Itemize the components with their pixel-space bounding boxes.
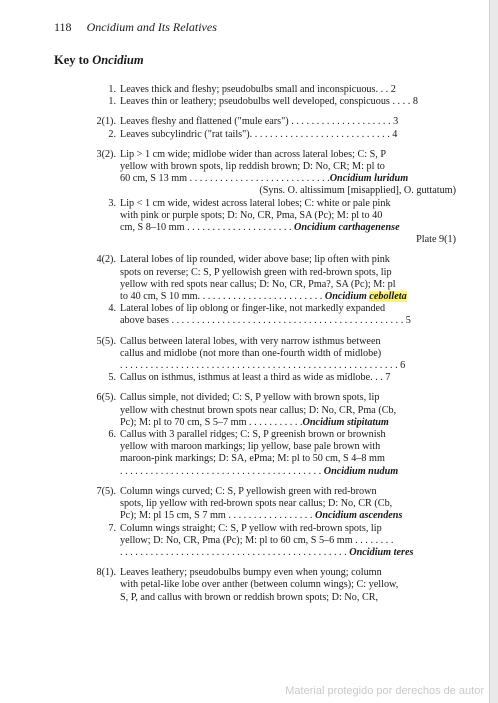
key-entry-7b [84,523,456,560]
couplet-line: yellow with maroon markings; lip yellow, base pale brown with [120,441,381,453]
section-title-prefix: Key to [54,53,93,67]
couplet-line: . . . . . . . . . . . . . . . . . . . . . . . . . . . . . . . . . . . . . . . . . . . . . Oncidium teres [120,546,414,558]
couplet-line: yellow; D: No, CR, Pma (Pc); M: pl to 60 cm, S 5–6 mm . . . . . . . . [120,534,394,546]
couplet-number: 6. [108,429,116,441]
key-entry-2b [84,129,456,141]
viewer-scroll-edge[interactable] [489,0,498,703]
couplet-number: 4. [108,303,116,315]
couplet-line: Column wings curved; C: S, P yellowish green with red-brown [120,485,377,497]
identification-key [84,84,456,604]
couplet-line: maroon-pink markings; D: SA, ePma; M: pl to 50 cm, S 4–8 mm [120,453,385,465]
key-entry-4b [84,303,456,327]
key-entry-3b [84,198,456,247]
couplet-line: yellow with brown spots, lip reddish brown; D: No, CR; M: pl to [120,161,385,173]
page-number: 118 [54,20,72,34]
couplet-line: Lip > 1 cm wide; midlobe wider than across lateral lobes; C: S, P [120,148,387,160]
key-entry-1b [84,96,456,108]
section-title-genus: Oncidium [92,53,144,67]
couplet-number: 7. [108,522,116,534]
couplet-number: 1. [108,96,116,108]
synonyms: (Syns. O. altissimum [misapplied], O. guttatum) [259,185,456,197]
species-name: Oncidium [324,291,367,303]
couplet-number: 1. [108,84,116,95]
couplet-line: Lateral lobes of lip oblong or finger-like, not markedly expanded [120,303,386,315]
couplet-number: 3. [108,197,116,209]
couplet-number: 2. [108,128,116,140]
couplet-number: 8(1). [96,567,116,579]
running-header [54,20,217,35]
species-name: Oncidium teres [349,546,414,558]
couplet-number: 4(2). [96,254,116,266]
section-title [54,53,144,68]
couplet-text: Callus on isthmus, isthmus at least a third as wide as midlobe. . . 7 [120,372,391,384]
couplet-number: 3(2). [96,148,116,160]
species-name: Oncidium luridum [329,173,409,185]
couplet-line: S, P, and callus with brown or reddish brown spots; D: No, CR, [120,591,379,603]
couplet-number: 2(1). [96,116,116,128]
couplet-text: Leaves thin or leathery; pseudobulbs well developed, conspicuous . . . . 8 [120,96,418,108]
species-name: Oncidium nudum [323,465,399,477]
key-entry-4 [84,254,456,303]
couplet-number: 5(5). [96,335,116,347]
couplet-text: Leaves fleshy and flattened ("mule ears") . . . . . . . . . . . . . . . . . . . . 3 [120,116,399,128]
couplet-line: Callus between lateral lobes, with very narrow isthmus between [120,335,381,347]
couplet-line: . . . . . . . . . . . . . . . . . . . . . . . . . . . . . . . . . . . . . . . . . . . . . . . . . . . . . . . 6 [120,360,406,372]
couplet-line: cm, S 8–10 mm . . . . . . . . . . . . . . . . . . . . . Oncidium carthagenense [120,222,400,234]
species-name: Oncidium ascendens [314,510,403,522]
couplet-line: Pc); M: pl 15 cm, S 7 mm . . . . . . . . . . . . . . . . . Oncidium ascendens [120,510,403,522]
key-entry-5b [84,372,456,384]
couplet-line: . . . . . . . . . . . . . . . . . . . . . . . . . . . . . . . . . . . . . . . . Oncidium nudum [120,465,399,477]
couplet-line: Leaves leathery; pseudobulbs bumpy even when young; column [120,567,382,579]
couplet-line: yellow with red spots near callus; D: No, CR, Pma?, SA (Pc); M: pl [120,278,396,290]
key-entry-3 [84,149,456,198]
couplet-number: 5. [108,372,116,384]
highlighted-epithet: cebolleta [369,291,407,303]
species-name: Oncidium carthagenense [294,222,400,234]
couplet-line: to 40 cm, S 10 mm. . . . . . . . . . . . . . . . . . . . . . . . . Oncidium cebolleta [120,291,407,303]
key-entry-2 [84,116,456,128]
couplet-line: Lip < 1 cm wide, widest across lateral lobes; C: white or pale pink [120,197,391,209]
couplet-line: yellow with chestnut brown spots near callus; D: No, CR, Pma (Cb, [120,404,397,416]
couplet-line: 60 cm, S 13 mm . . . . . . . . . . . . . . . . . . . . . . . . . . . .Oncidium luridum [120,173,409,185]
couplet-line: Column wings straight; C: S, P yellow with red-brown spots, lip [120,522,382,534]
species-name: Oncidium stipitatum [302,416,389,428]
couplet-line: Lateral lobes of lip rounded, wider above base; lip often with pink [120,254,390,266]
running-title: Oncidium and Its Relatives [86,20,217,34]
couplet-line: Pc); M: pl to 70 cm, S 5–7 mm . . . . . . . . . . .Oncidium stipitatum [120,416,389,428]
couplet-line: spots, lip yellow with red-brown spots near callus; D: No, CR (Cb, [120,498,393,510]
key-entry-5 [84,336,456,373]
couplet-line: above bases . . . . . . . . . . . . . . . . . . . . . . . . . . . . . . . . . . . . . . . . . . . . . . 5 [120,315,411,327]
key-entry-6 [84,392,456,429]
key-entry-7 [84,486,456,523]
couplet-line: Callus with 3 parallel ridges; C: S, P greenish brown or brownish [120,429,386,441]
key-entry-6b [84,429,456,478]
key-entry-1 [84,84,456,96]
couplet-text: Leaves subcylindric ("rat tails"). . . . . . . . . . . . . . . . . . . . . . . . . . . . 4 [120,128,398,140]
couplet-text: Leaves thick and fleshy; pseudobulbs small and inconspicuous. . . 2 [120,84,396,95]
couplet-number: 6(5). [96,392,116,404]
couplet-line: Callus simple, not divided; C: S, P yellow with brown spots, lip [120,392,380,404]
couplet-line: with pink or purple spots; D: No, CR, Pma, SA (Pc); M: pl to 40 [120,209,383,221]
key-entry-8 [84,567,456,604]
couplet-line: with petal-like lobe over anther (between column wings); C: yellow, [120,579,399,591]
plate-reference: Plate 9(1) [416,234,456,246]
couplet-line: spots on reverse; C: S, P yellowish green with red-brown spots, lip [120,266,392,278]
couplet-number: 7(5). [96,485,116,497]
couplet-line: callus and midlobe (not more than one-fourth width of midlobe) [120,347,382,359]
copyright-watermark: Material protegido por derechos de autor [285,685,484,697]
